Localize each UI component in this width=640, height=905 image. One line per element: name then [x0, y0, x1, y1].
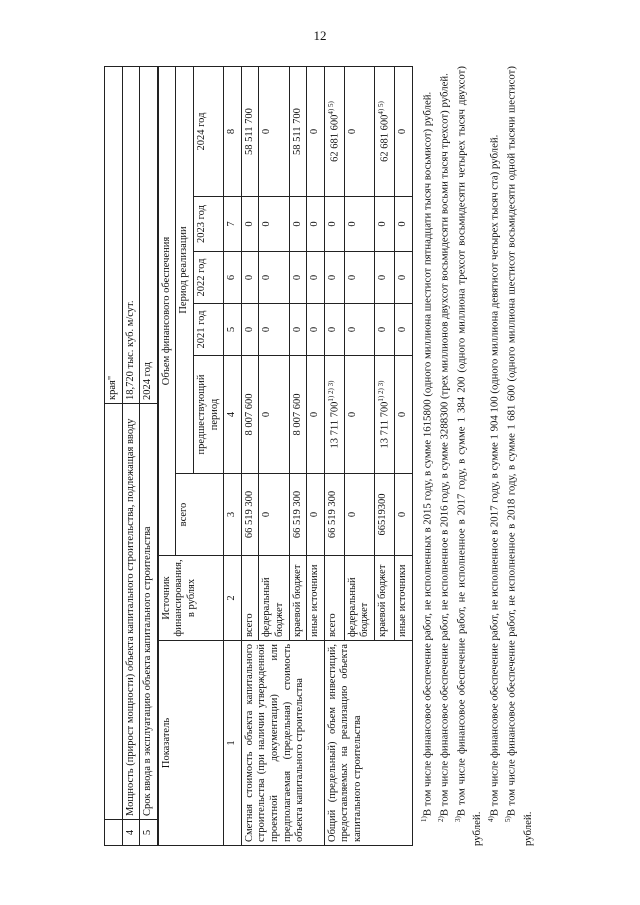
info-label: Срок ввода в эксплуатацию объекта капитального строительства: [140, 404, 158, 820]
value-2021: 0: [307, 304, 325, 356]
value-prev: 8 007 600: [289, 356, 307, 474]
value-prev: 0: [344, 356, 374, 474]
source-cell: краевой бюджет: [289, 556, 307, 641]
col-number: 1: [224, 641, 242, 846]
value-total: 66 519 300: [324, 474, 344, 556]
info-value: 2024 год: [140, 67, 158, 404]
footnote-text: В том числе финансовое обеспечение работ, не исполненных в 2015 году, в сумме 1615800 (одного миллиона шестисот пятнадцати тысяч восьмисот) рублей.: [421, 91, 434, 817]
col-number: 8: [224, 67, 242, 197]
info-row: [105, 67, 123, 846]
value-2023: 0: [324, 197, 344, 252]
header-year: 2021 год: [193, 304, 223, 356]
source-cell: федеральный бюджет: [259, 556, 289, 641]
footnote: [486, 66, 503, 846]
value-total: 66 519 300: [241, 474, 259, 556]
value-total: 0: [307, 474, 325, 556]
header-indicator: Показатель: [158, 641, 223, 846]
footnote-text: В том числе финансовое обеспечение работ, не исполненное в 2017 году, в сумме 1 384 200 (одного миллиона трехсот восьмидесяти четырех тысяч двухсот) рублей.: [455, 66, 484, 846]
value-total: 66519300: [375, 474, 395, 556]
value-2022: 0: [241, 252, 259, 304]
source-cell: всего: [241, 556, 259, 641]
value-2024: 0: [259, 67, 289, 197]
source-cell: всего: [324, 556, 344, 641]
value-2022: 0: [375, 252, 395, 304]
value-total: 0: [344, 474, 374, 556]
value-2024: 0: [307, 67, 325, 197]
table-row: [241, 67, 259, 846]
value-prev: 8 007 600: [241, 356, 259, 474]
value-2021: 0: [395, 304, 413, 356]
footnote-ref: 1) 2) 3): [377, 380, 385, 402]
passport-info-table: [104, 66, 158, 846]
value-2023: 0: [241, 197, 259, 252]
footnote-mark: 3): [454, 816, 463, 822]
footnote-text: В том числе финансовое обеспечение работ, не исполненное в 2016 году, в сумме 3288300 (трех миллионов двухсот восьмидесяти восьми тысяч трехсот) рублей.: [438, 73, 451, 817]
funding-table: [158, 66, 413, 846]
value-2024: 58 511 700: [289, 67, 307, 197]
page-number: 12: [313, 28, 327, 43]
value-2022: 0: [307, 252, 325, 304]
value-2021: 0: [375, 304, 395, 356]
header-year: 2022 год: [193, 252, 223, 304]
header-source: Источник финансирования, в рублях: [158, 556, 223, 641]
value-prev: [324, 356, 344, 474]
value-prev: 0: [395, 356, 413, 474]
value-2023: 0: [307, 197, 325, 252]
value-2021: 0: [324, 304, 344, 356]
indicator-estimated-cost: Сметная стоимость объекта капитального строительства (при наличии утвержденной проектной документации) или предполагаемая (предельная) стоимость объекта капитального строительства: [241, 641, 324, 846]
info-value: края": [105, 67, 123, 404]
rotated-sheet: [104, 66, 636, 846]
value-2021: 0: [289, 304, 307, 356]
value-2024: [324, 67, 344, 197]
value-2022: 0: [289, 252, 307, 304]
value-2022: 0: [395, 252, 413, 304]
value-prev-number: 13 711 700: [379, 401, 391, 449]
value-2024: 58 511 700: [241, 67, 259, 197]
value-2024-number: 62 681 600: [379, 114, 391, 162]
header-year: 2023 год: [193, 197, 223, 252]
header-previous: предшествующий период: [193, 356, 223, 474]
info-num: 5: [140, 820, 158, 846]
footnote: [436, 66, 453, 846]
col-number: 7: [224, 197, 242, 252]
value-2021: 0: [241, 304, 259, 356]
info-label: [105, 404, 123, 820]
info-num: [105, 820, 123, 846]
header-total: всего: [176, 474, 224, 556]
info-row: [140, 67, 158, 846]
footnote-ref: 4) 5): [377, 101, 385, 115]
col-number: 6: [224, 252, 242, 304]
value-2024: 0: [395, 67, 413, 197]
footnote-mark: 4): [487, 816, 496, 822]
source-cell: иные источники: [395, 556, 413, 641]
header-period: Период реализации: [176, 67, 194, 474]
value-total: 66 519 300: [289, 474, 307, 556]
value-2023: 0: [289, 197, 307, 252]
footnote: [453, 66, 486, 846]
header-funding-volume: Объем финансового обеспечения: [158, 67, 176, 556]
value-2022: 0: [324, 252, 344, 304]
value-prev: 0: [307, 356, 325, 474]
value-2024-number: 62 681 600: [329, 114, 341, 162]
col-number: 5: [224, 304, 242, 356]
col-number: 2: [224, 556, 242, 641]
value-prev-number: 13 711 700: [329, 401, 341, 449]
value-2021: 0: [259, 304, 289, 356]
footnote: [503, 66, 536, 846]
value-2022: 0: [259, 252, 289, 304]
value-2022: 0: [344, 252, 374, 304]
col-number: 3: [224, 474, 242, 556]
footnote-mark: 1): [419, 816, 428, 822]
rotated-content: [104, 66, 636, 846]
value-2024: [375, 67, 395, 197]
value-total: 0: [259, 474, 289, 556]
source-cell: краевой бюджет: [375, 556, 395, 641]
info-num: 4: [122, 820, 140, 846]
footnote: [419, 66, 436, 846]
value-2023: 0: [344, 197, 374, 252]
footnote-text: В том числе финансовое обеспечение работ, не исполненное в 2018 году, в сумме 1 681 600 (одного миллиона шестисот восьмидесяти одной тысячи шестисот) рублей.: [505, 66, 534, 846]
footnote-ref: 1) 2) 3): [326, 380, 335, 402]
info-label: Мощность (прирост мощности) объекта капитального строительства, подлежащая вводу: [122, 404, 140, 820]
value-2023: 0: [395, 197, 413, 252]
value-prev: [375, 356, 395, 474]
footnote-mark: 5): [504, 816, 513, 822]
value-2023: 0: [259, 197, 289, 252]
header-year: 2024 год: [193, 67, 223, 197]
footnotes: [419, 66, 536, 846]
source-cell: федеральный бюджет: [344, 556, 374, 641]
indicator-total-investment: Общий (предельный) объем инвестиций, предоставляемых на реализацию объекта капитального строительства: [324, 641, 412, 846]
info-row: [122, 67, 140, 846]
value-2021: 0: [344, 304, 374, 356]
footnote-ref: 4) 5): [326, 101, 335, 115]
footnote-mark: 2): [436, 816, 445, 822]
value-total: 0: [395, 474, 413, 556]
col-number: 4: [224, 356, 242, 474]
table-row: [324, 67, 344, 846]
value-2024: 0: [344, 67, 374, 197]
source-cell: иные источники: [307, 556, 325, 641]
info-value: 18,720 тыс. куб. м/сут.: [122, 67, 140, 404]
column-numbers-row: [224, 67, 242, 846]
footnote-text: В том числе финансовое обеспечение работ, не исполненное в 2017 году, в сумме 1 904 100 (одного миллиона девятисот четырех тысяч ста) рублей.: [488, 134, 501, 817]
value-prev: 0: [259, 356, 289, 474]
value-2023: 0: [375, 197, 395, 252]
